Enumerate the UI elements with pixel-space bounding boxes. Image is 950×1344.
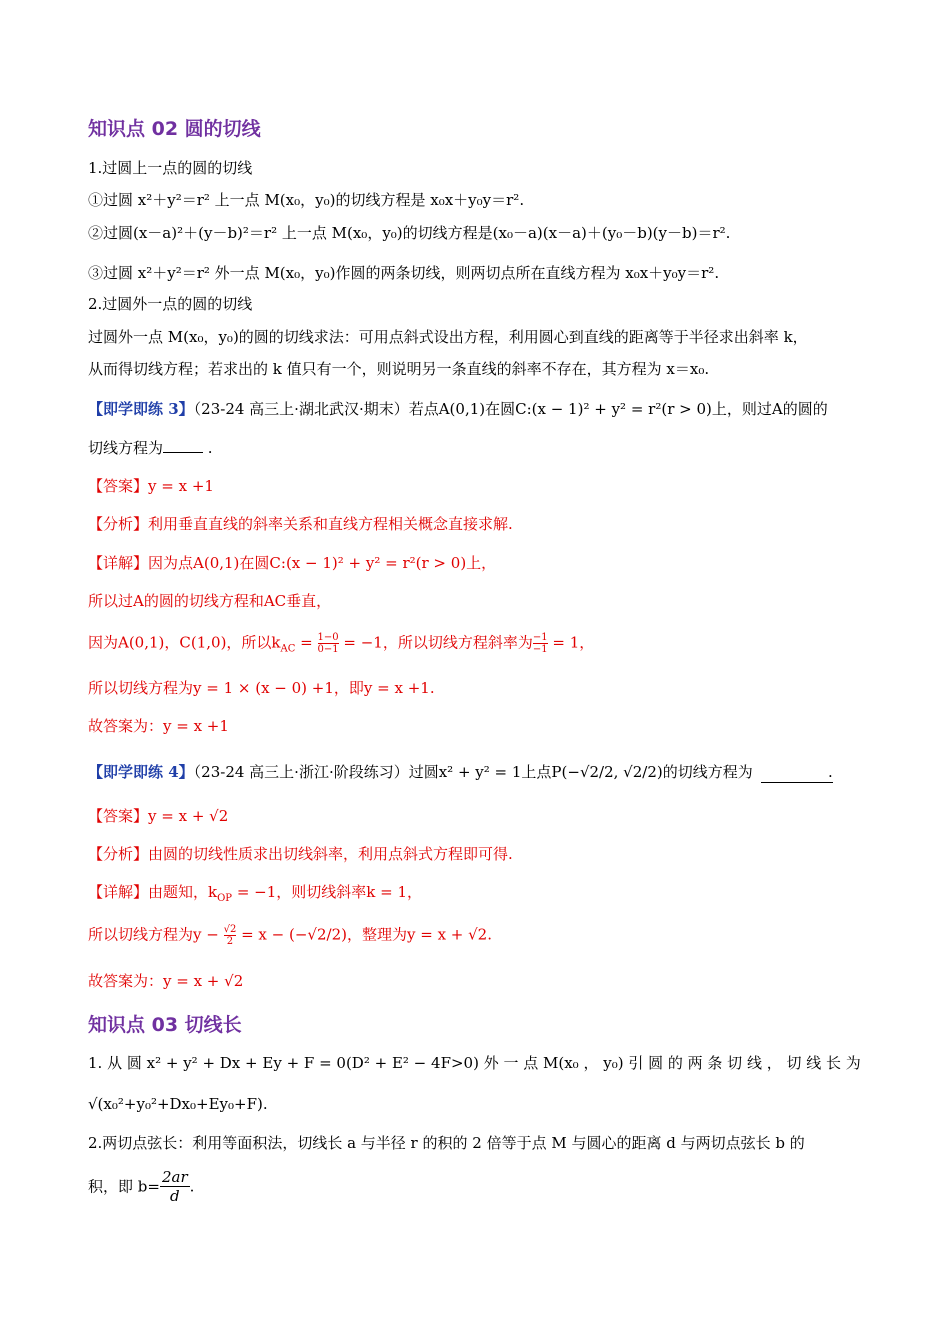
analysis-text: 由圆的切线性质求出切线斜率，利用点斜式方程即可得. <box>148 845 513 863</box>
detail-line-fractions <box>88 632 594 658</box>
question-end: 的切线方程为 <box>662 763 753 781</box>
fraction-numerator: √2 <box>223 924 237 935</box>
answer-blank: . <box>761 762 833 783</box>
detail-text: 因为点A(0,1)在圆C:(x − 1)² + y² = r²(r > 0)上， <box>148 554 497 572</box>
subscript: OP <box>217 893 233 904</box>
fraction-denominator: d <box>169 1187 180 1205</box>
detail-line: 所以过A的圆的切线方程和AC垂直， <box>88 592 332 610</box>
text: 积，即 b= <box>88 1177 160 1196</box>
detail-text: 因为A(0,1)，C(1,0)，所以k <box>88 633 281 652</box>
detail-text: = −1，则切线斜率k = 1， <box>232 883 423 901</box>
analysis-text: 利用垂直直线的斜率关系和直线方程相关概念直接求解. <box>148 515 513 533</box>
exercise-3-analysis <box>88 514 513 534</box>
answer-tag: 【答案】 <box>88 807 149 825</box>
exercise-3-question-cont <box>88 438 213 458</box>
detail-text: 所以切线方程为y − <box>88 925 224 944</box>
subscript: AC <box>280 643 296 655</box>
text: . <box>189 1177 195 1196</box>
fraction-numerator: −1 <box>532 632 548 643</box>
detail-text: = 1， <box>547 633 595 652</box>
section-title-kp03: 知识点 03 切线长 <box>88 1014 242 1036</box>
fraction-numerator: 1−0 <box>317 632 339 643</box>
text-line: 1. 从 圆 x² + y² + Dx + Ey + F = 0(D² + E² − 4F>0) 外 一 点 M(x₀ ， y₀) 引 圆 的 两 条 切 线 ， 切 线 长 为 <box>88 1054 861 1072</box>
exercise-4-analysis <box>88 844 513 864</box>
exercise-4-question <box>88 762 833 783</box>
exercise-3-answer <box>88 476 214 496</box>
fraction-numerator: 2ar <box>161 1168 188 1186</box>
text-line: 2.两切点弦长：利用等面积法，切线长 a 与半径 r 的积的 2 倍等于点 M 与圆心的距离 d 与两切点弦长 b 的 <box>88 1134 805 1152</box>
detail-text: (−√2/2) <box>289 925 347 944</box>
text-line: ②过圆(x－a)²＋(y－b)²＝r² 上一点 M(x₀，y₀)的切线方程是(x₀－a)(x－a)＋(y₀－b)(y－b)＝r². <box>88 224 731 242</box>
question-text: 切线方程为 <box>88 439 164 457</box>
exercise-3-detail <box>88 553 496 573</box>
text-line: 2.过圆外一点的圆的切线 <box>88 295 253 313</box>
answer-text: y = x + √2 <box>148 807 229 825</box>
detail-text: ，整理为y = x + √2. <box>346 925 492 944</box>
detail-text: = −1，所以切线方程斜率为 <box>338 633 533 652</box>
text-line-fraction <box>88 1168 194 1210</box>
detail-tag: 【详解】 <box>88 554 149 572</box>
exercise-3-question <box>88 399 828 419</box>
analysis-tag: 【分析】 <box>88 515 149 533</box>
text-line: ③过圆 x²＋y²＝r² 外一点 M(x₀，y₀)作圆的两条切线，则两切点所在直线方程为 x₀x＋y₀y＝r². <box>88 264 720 282</box>
fraction <box>533 632 548 655</box>
detail-text: 由题知，k <box>148 883 218 901</box>
fraction <box>224 924 237 947</box>
analysis-tag: 【分析】 <box>88 845 149 863</box>
fraction <box>318 632 339 655</box>
answer-tag: 【答案】 <box>88 477 149 495</box>
detail-tag: 【详解】 <box>88 883 149 901</box>
detail-line: 所以切线方程为y = 1 × (x − 0) +1，即y = x +1. <box>88 679 435 697</box>
exercise-tag: 【即学即练 3】 <box>88 400 194 418</box>
point-coordinates: (−√2/2, √2/2) <box>561 763 663 781</box>
text-line: 过圆外一点 M(x₀，y₀)的圆的切线求法：可用点斜式设出方程，利用圆心到直线的距离等于半径求出斜率 k， <box>88 328 808 346</box>
text-line: ①过圆 x²＋y²＝r² 上一点 M(x₀，y₀)的切线方程是 x₀x＋y₀y＝r². <box>88 191 525 209</box>
question-end: . <box>203 439 213 457</box>
fraction <box>160 1168 190 1205</box>
exercise-4-answer <box>88 806 228 826</box>
detail-line: 故答案为：y = x +1 <box>88 717 229 735</box>
detail-line-fractions <box>88 924 492 952</box>
exercise-source: （23-24 高三上·湖北武汉·期末）若点A(0,1)在圆C:(x − 1)² + y² = r²(r > 0)上，则过A的圆的 <box>193 400 828 418</box>
fraction-denominator: 0−1 <box>317 644 339 655</box>
text-line: 1.过圆上一点的圆的切线 <box>88 159 253 177</box>
fraction-denominator: 2 <box>226 936 234 947</box>
exercise-source: （23-24 高三上·浙江·阶段练习）过圆x² + y² = 1上点P <box>193 763 562 781</box>
text-line-sqrt: √(x₀²+y₀²+Dx₀+Ey₀+F). <box>88 1095 268 1113</box>
detail-line: 故答案为：y = x + √2 <box>88 972 244 990</box>
detail-text: = <box>295 633 318 652</box>
fraction-denominator: −1 <box>532 644 548 655</box>
answer-text: y = x +1 <box>148 477 214 495</box>
text-line: 从而得切线方程；若求出的 k 值只有一个，则说明另一条直线的斜率不存在，其方程为 x＝x₀. <box>88 360 710 378</box>
exercise-tag: 【即学即练 4】 <box>88 763 194 781</box>
section-title-kp02: 知识点 02 圆的切线 <box>88 118 261 140</box>
detail-text: = x − <box>236 925 289 944</box>
answer-blank <box>163 452 203 453</box>
exercise-4-detail <box>88 882 422 909</box>
